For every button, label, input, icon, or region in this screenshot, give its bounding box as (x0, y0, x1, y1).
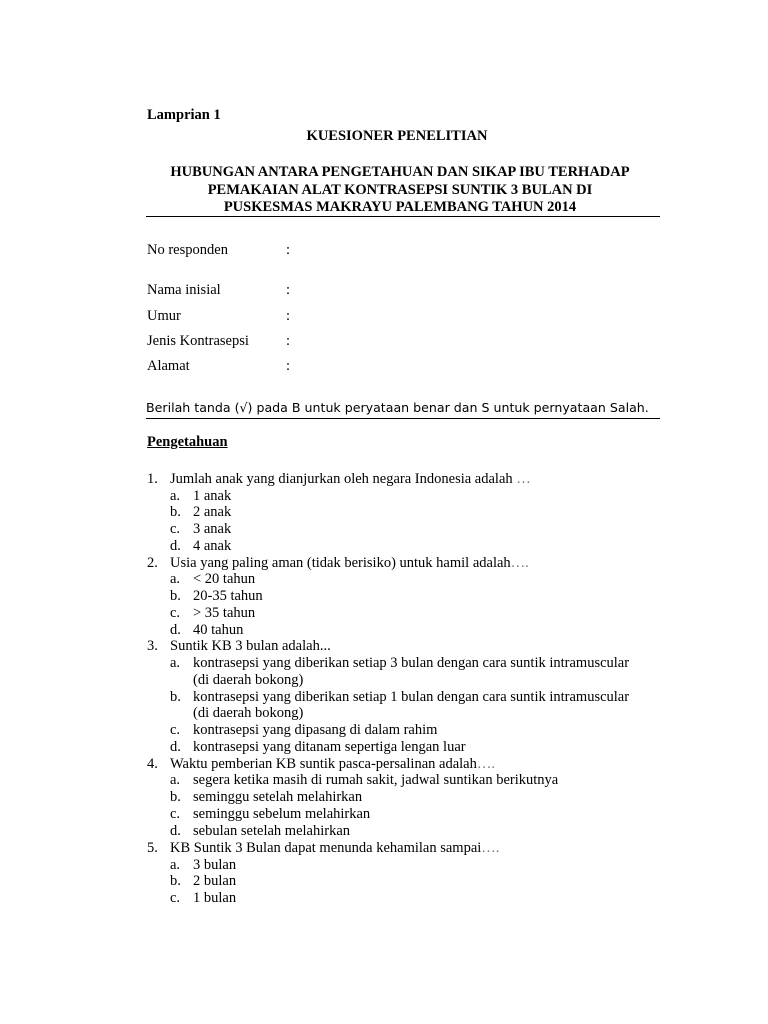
option-letter: d. (170, 739, 181, 755)
question-dots: …. (481, 840, 500, 856)
option-text: kontrasepsi yang dipasang di dalam rahim (193, 722, 438, 738)
field-colon: : (286, 242, 291, 258)
option-text: 2 bulan (193, 873, 237, 889)
subtitle-line: HUBUNGAN ANTARA PENGETAHUAN DAN SIKAP IBU TERHADAP (170, 164, 630, 180)
option-letter: a. (170, 655, 181, 671)
option-letter: b. (170, 789, 181, 805)
option-letter: a. (170, 571, 181, 587)
option-letter: b. (170, 588, 181, 604)
instruction-divider (146, 418, 660, 419)
option-text: kontrasepsi yang diberikan setiap 1 bulan dengan cara suntik intramuscular (193, 689, 630, 705)
option-text: kontrasepsi yang ditanam sepertiga lengan luar (193, 739, 466, 755)
question-dots: …. (476, 756, 495, 772)
option-text: 1 bulan (193, 890, 237, 906)
question-dots: …. (510, 555, 529, 571)
option-text: 3 anak (193, 521, 232, 537)
option-letter: b. (170, 689, 181, 705)
title-divider (146, 216, 660, 217)
question-dots: … (516, 471, 531, 487)
question-number: 5. (147, 840, 158, 856)
option-letter: c. (170, 806, 181, 822)
option-text: seminggu sebelum melahirkan (193, 806, 371, 822)
field-colon: : (286, 308, 291, 324)
option-letter: c. (170, 890, 181, 906)
field-label-alamat: Alamat (147, 358, 190, 374)
question-text (170, 555, 529, 572)
option-text: 2 anak (193, 504, 232, 520)
subtitle-line: PUSKESMAS MAKRAYU PALEMBANG TAHUN 2014 (223, 199, 577, 215)
option-text: 1 anak (193, 488, 232, 504)
subtitle-line: PEMAKAIAN ALAT KONTRASEPSI SUNTIK 3 BULAN DI (207, 181, 593, 198)
field-colon: : (286, 358, 291, 374)
question-number: 4. (147, 756, 158, 772)
option-text: kontrasepsi yang diberikan setiap 3 bulan dengan cara suntik intramuscular (193, 655, 630, 671)
option-letter: a. (170, 488, 181, 504)
option-text-continued: (di daerah bokong) (193, 672, 304, 688)
option-text: 4 anak (193, 538, 232, 554)
question-number: 3. (147, 638, 158, 654)
option-letter: d. (170, 622, 181, 638)
option-text: seminggu setelah melahirkan (193, 789, 363, 805)
question-text-main: Jumlah anak yang dianjurkan oleh negara Indonesia adalah (170, 471, 517, 487)
option-text: > 35 tahun (193, 605, 256, 621)
instruction-text: Berilah tanda (√) pada B untuk peryataan benar dan S untuk pernyataan Salah. (146, 400, 649, 415)
option-letter: a. (170, 857, 181, 873)
field-label-no-responden: No responden (147, 242, 228, 258)
option-text: 40 tahun (193, 622, 244, 638)
option-letter: c. (170, 521, 181, 537)
question-text (170, 471, 531, 488)
option-letter: d. (170, 538, 181, 554)
option-letter: c. (170, 722, 181, 738)
field-label-jenis-kontrasepsi: Jenis Kontrasepsi (147, 333, 249, 349)
question-number: 1. (147, 471, 158, 487)
option-text: 20-35 tahun (193, 588, 263, 604)
question-text-main: Waktu pemberian KB suntik pasca-persalinan adalah (170, 756, 477, 772)
field-label-nama-inisial: Nama inisial (147, 282, 221, 298)
question-text (170, 840, 499, 857)
option-letter: b. (170, 873, 181, 889)
question-text (170, 756, 495, 773)
field-colon: : (286, 282, 291, 298)
question-text-main: Usia yang paling aman (tidak berisiko) untuk hamil adalah (170, 555, 511, 571)
option-text: sebulan setelah melahirkan (193, 823, 351, 839)
research-subtitle (140, 164, 660, 217)
appendix-label: Lamprian 1 (147, 107, 221, 123)
option-text-continued: (di daerah bokong) (193, 705, 304, 721)
option-letter: b. (170, 504, 181, 520)
option-text: < 20 tahun (193, 571, 256, 587)
option-text: 3 bulan (193, 857, 237, 873)
field-label-umur: Umur (147, 308, 181, 324)
question-text-main: KB Suntik 3 Bulan dapat menunda kehamilan sampai (170, 840, 482, 856)
option-letter: d. (170, 823, 181, 839)
option-letter: c. (170, 605, 181, 621)
question-text-main: Suntik KB 3 bulan adalah... (170, 638, 331, 654)
question-number: 2. (147, 555, 158, 571)
option-text: segera ketika masih di rumah sakit, jadwal suntikan berikutnya (193, 772, 559, 788)
question-text (170, 638, 331, 655)
page-title: KUESIONER PENELITIAN (306, 128, 488, 144)
option-letter: a. (170, 772, 181, 788)
field-colon: : (286, 333, 291, 349)
section-title: Pengetahuan (147, 434, 228, 450)
